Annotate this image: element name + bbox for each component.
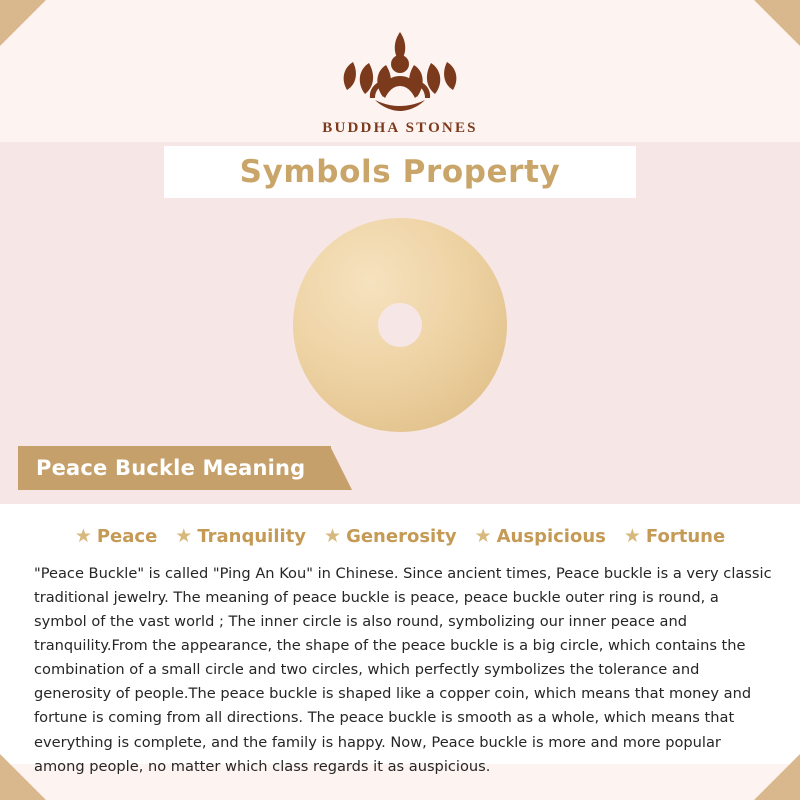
page-title-bar <box>164 146 636 198</box>
section-ribbon-label: Peace Buckle Meaning <box>36 456 306 480</box>
keyword-label: Fortune <box>645 526 726 547</box>
page-title: Symbols Property <box>239 154 561 190</box>
keyword-item <box>475 526 606 547</box>
brand-logo <box>0 18 800 137</box>
star-icon: ★ <box>324 526 342 547</box>
keyword-label: Generosity <box>346 526 457 547</box>
keyword-label: Tranquility <box>197 526 307 547</box>
keyword-list <box>0 526 800 547</box>
peace-buckle-disc-icon <box>293 218 507 432</box>
peace-buckle-inner-hole <box>378 303 422 347</box>
description-text: "Peace Buckle" is called "Ping An Kou" in Chinese. Since ancient times, Peace buckle is a very classic traditional jewelry. The meaning of peace buckle is peace, peace buckle outer ring is round, a symbol of the vast world ; The inner circle is also round, symbolizing our inner peace and tranquility.From the appearance, the shape of the peace buckle is a big circle, which contains the combination of a small circle and two circles, which perfectly symbolizes the tolerance and generosity of people.The peace buckle is shaped like a copper coin, which means that money and fortune is coming from all directions. The peace buckle is smooth as a whole, which means that everything is complete, and the family is happy. Now, Peace buckle is more and more popular among people, no matter which class regards it as auspicious. <box>34 565 772 775</box>
star-icon: ★ <box>474 526 492 547</box>
star-icon: ★ <box>175 526 193 547</box>
product-image <box>0 218 800 432</box>
section-ribbon <box>18 446 331 490</box>
keyword-item <box>175 526 306 547</box>
keyword-label: Auspicious <box>496 526 606 547</box>
lotus-meditation-icon <box>315 18 485 116</box>
star-icon: ★ <box>623 526 641 547</box>
section-ribbon-tail <box>330 446 352 490</box>
keyword-label: Peace <box>96 526 158 547</box>
keyword-item <box>75 526 157 547</box>
keyword-item <box>624 526 725 547</box>
brand-name: BUDDHA STONES <box>322 120 478 136</box>
keyword-item <box>324 526 457 547</box>
star-icon: ★ <box>74 526 92 547</box>
